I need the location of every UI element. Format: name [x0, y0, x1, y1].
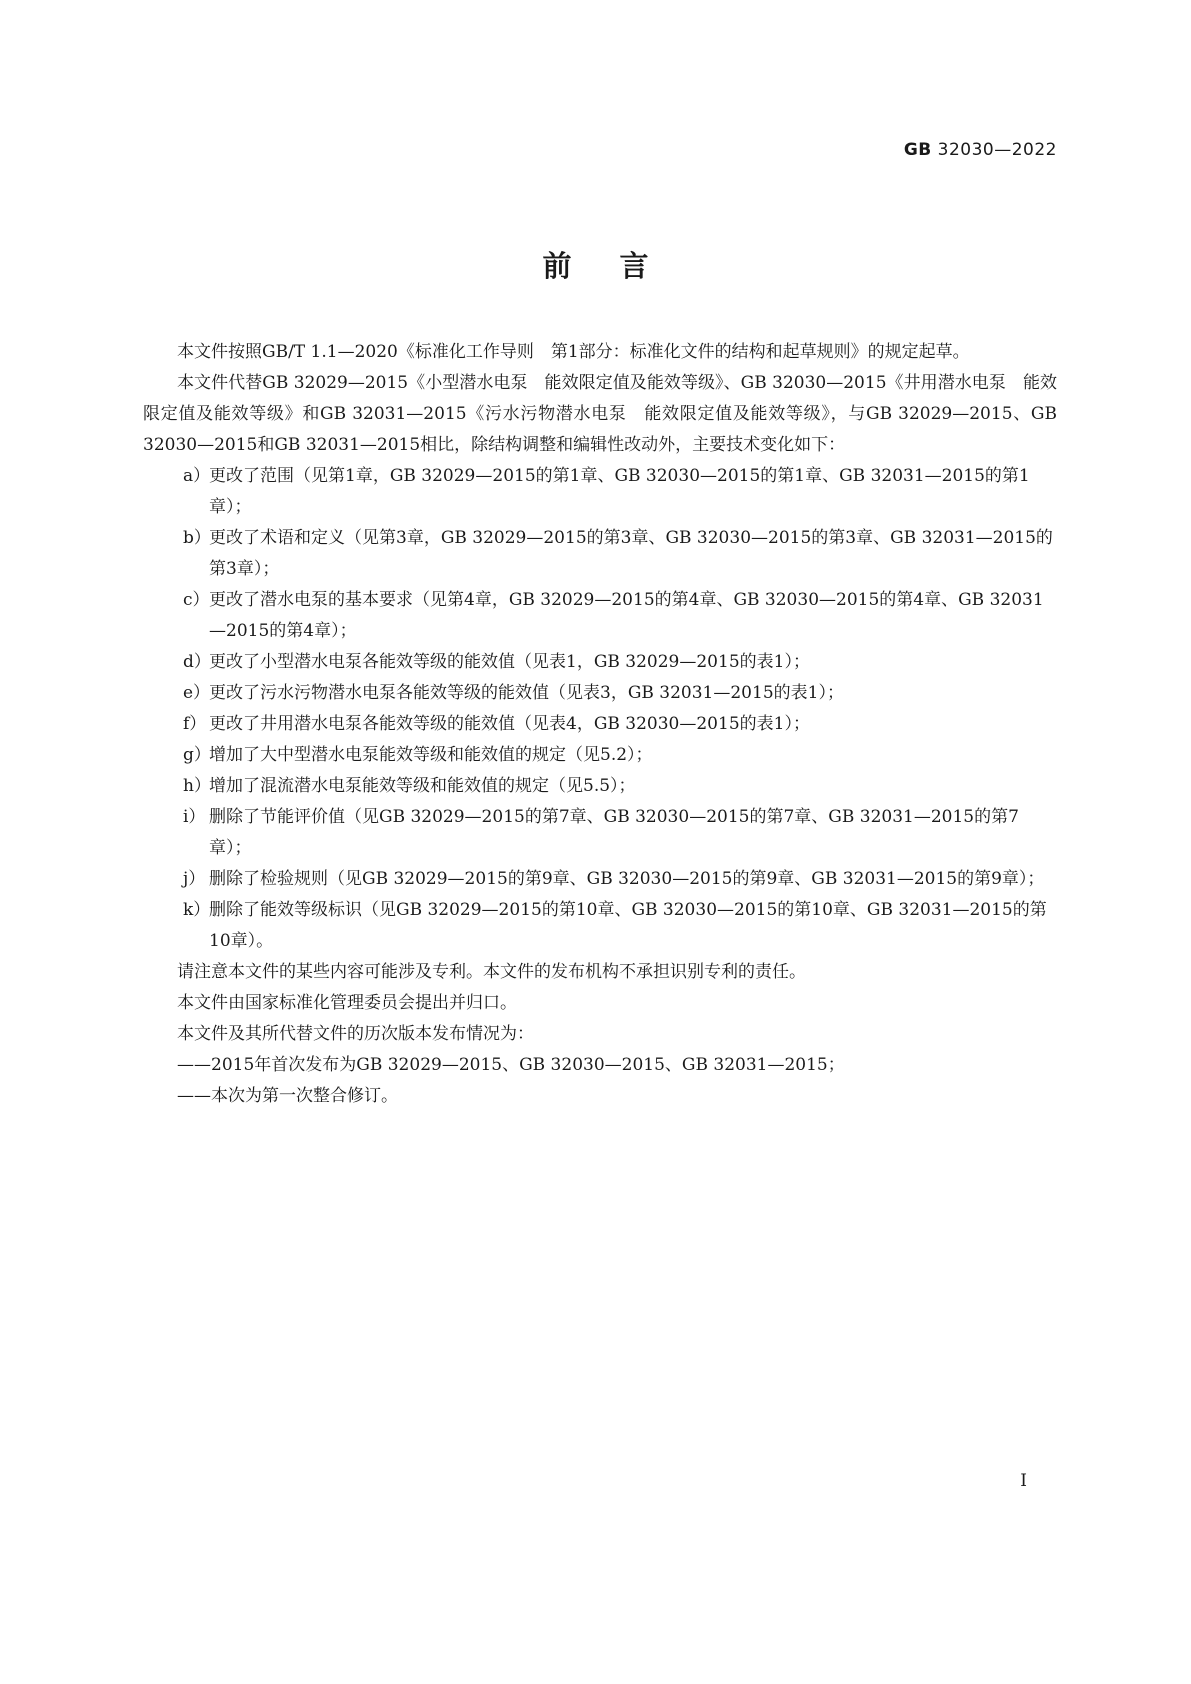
list-marker: d） — [183, 652, 211, 672]
list-item-text: 更改了范围（见第1章，GB 32029—2015的第1章、GB 32030—2015的第1章、GB 32031—2015的第1章）； — [209, 466, 1030, 517]
document-code — [904, 140, 1057, 160]
paragraph-drafting-rules: 本文件按照GB/T 1.1—2020《标准化工作导则 第1部分：标准化文件的结构和起草规则》的规定起草。 — [177, 342, 970, 362]
list-item — [143, 802, 1057, 864]
list-item-text: 删除了节能评价值（见GB 32029—2015的第7章、GB 32030—2015的第7章、GB 32031—2015的第7章）； — [209, 807, 1019, 858]
list-item — [143, 771, 1057, 802]
list-item — [143, 709, 1057, 740]
list-marker: j） — [183, 869, 206, 889]
list-item-text: 更改了潜水电泵的基本要求（见第4章，GB 32029—2015的第4章、GB 32030—2015的第4章、GB 32031—2015的第4章）； — [209, 590, 1044, 641]
list-item-text: 更改了污水污物潜水电泵各能效等级的能效值（见表3，GB 32031—2015的表1）； — [209, 683, 844, 703]
list-marker: b） — [183, 528, 211, 548]
list-item — [143, 585, 1057, 647]
list-item-text: 更改了术语和定义（见第3章，GB 32029—2015的第3章、GB 32030—2015的第3章、GB 32031—2015的第3章）； — [209, 528, 1053, 579]
proposer-statement: 本文件由国家标准化管理委员会提出并归口。 — [177, 993, 517, 1013]
list-item-text: 删除了能效等级标识（见GB 32029—2015的第10章、GB 32030—2015的第10章、GB 32031—2015的第10章）。 — [209, 900, 1047, 951]
history-item: ——2015年首次发布为GB 32029—2015、GB 32030—2015、GB 32031—2015； — [177, 1055, 845, 1075]
history-item: ——本次为第一次整合修订。 — [177, 1086, 398, 1106]
patent-notice: 请注意本文件的某些内容可能涉及专利。本文件的发布机构不承担识别专利的责任。 — [177, 962, 806, 982]
paragraph-replacement: 本文件代替GB 32029—2015《小型潜水电泵 能效限定值及能效等级》、GB 32030—2015《井用潜水电泵 能效限定值及能效等级》和GB 32031—2015《污水污物潜水电泵 能效限定值及能效等级》，与GB 32029—2015、GB 32030—2015和GB 32031—2015相比，除结构调整和编辑性改动外，主要技术变化如下： — [143, 373, 1057, 455]
foreword-body — [143, 337, 1057, 1112]
list-marker: g） — [183, 745, 211, 765]
history-intro: 本文件及其所代替文件的历次版本发布情况为： — [177, 1024, 534, 1044]
page-title: 前言 — [542, 249, 697, 283]
changes-list — [143, 461, 1057, 957]
list-marker: f） — [183, 714, 207, 734]
list-item-text: 删除了检验规则（见GB 32029—2015的第9章、GB 32030—2015的第9章、GB 32031—2015的第9章）； — [209, 869, 1045, 889]
list-marker: c） — [183, 590, 210, 610]
list-item — [143, 523, 1057, 585]
list-item — [143, 740, 1057, 771]
page-number: I — [1020, 1471, 1027, 1491]
list-item-text: 更改了小型潜水电泵各能效等级的能效值（见表1，GB 32029—2015的表1）； — [209, 652, 810, 672]
list-item-text: 增加了混流潜水电泵能效等级和能效值的规定（见5.5）； — [209, 776, 636, 796]
list-item — [143, 895, 1057, 957]
list-item — [143, 864, 1057, 895]
document-code-number: 32030—2022 — [937, 140, 1057, 160]
list-marker: k） — [183, 900, 211, 920]
list-item — [143, 678, 1057, 709]
list-marker: a） — [183, 466, 211, 486]
list-item-text: 更改了井用潜水电泵各能效等级的能效值（见表4，GB 32030—2015的表1）； — [209, 714, 810, 734]
document-code-prefix: GB — [903, 140, 932, 160]
list-item — [143, 647, 1057, 678]
list-marker: i） — [183, 807, 206, 827]
list-marker: h） — [183, 776, 211, 796]
list-item — [143, 461, 1057, 523]
list-marker: e） — [183, 683, 211, 703]
list-item-text: 增加了大中型潜水电泵能效等级和能效值的规定（见5.2）； — [209, 745, 653, 765]
